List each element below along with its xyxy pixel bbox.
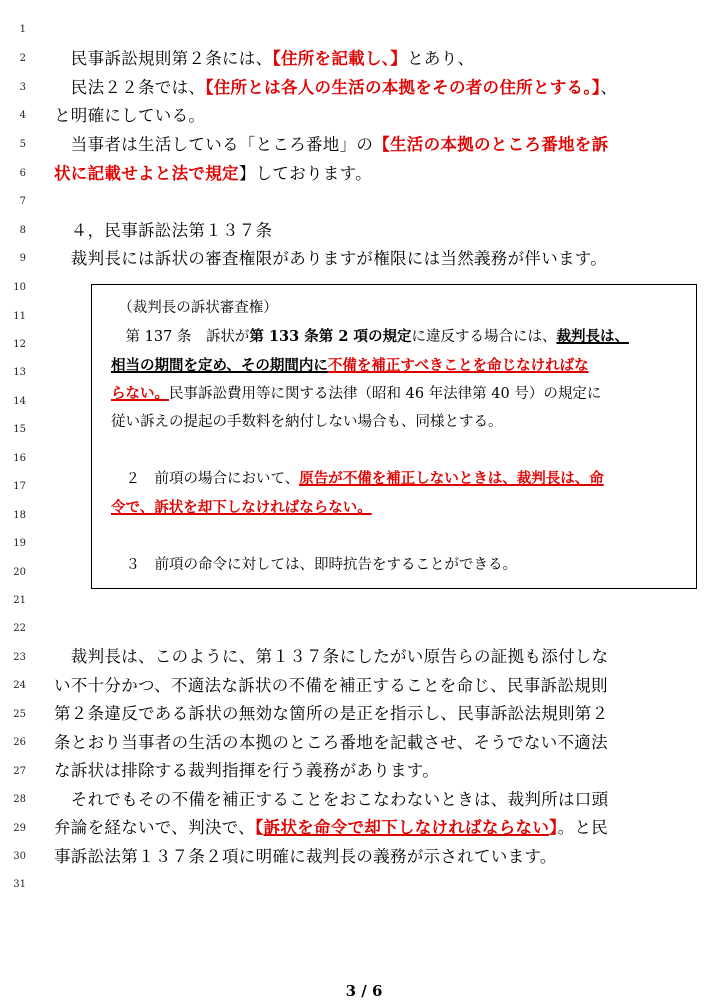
para2-line29	[54, 814, 608, 838]
statute-line18	[111, 496, 372, 517]
page-number: 3 / 6	[345, 982, 383, 1000]
line-number: 22	[13, 623, 26, 634]
line-number: 28	[13, 794, 26, 805]
line-number: 10	[13, 282, 26, 293]
line-number: 27	[13, 766, 26, 777]
text: とあり、	[407, 49, 475, 68]
para2-line27: な訴状は排除する裁判指揮を行う義務があります。	[54, 761, 440, 780]
para2-line30: 事訴訟法第１３７条２項に明確に裁判長の義務が示されています。	[54, 847, 557, 866]
para1-line5	[54, 131, 608, 155]
line-number: 17	[13, 481, 26, 492]
line-number: 5	[19, 139, 26, 150]
line-number: 25	[13, 709, 26, 720]
statute-line12	[111, 325, 629, 346]
text: 当事者は生活している「ところ番地」の	[54, 135, 374, 154]
text: 第 137 条 訴状が	[111, 329, 250, 345]
line-number: 18	[13, 510, 26, 521]
highlight-text: らない。	[111, 385, 169, 402]
para2-line25: 第２条違反である訴状の無効な箇所の是正を指示し、民事訴訟法規則第２	[54, 704, 609, 723]
line-number: 19	[13, 538, 26, 549]
line-number: 4	[19, 110, 26, 121]
statute-line13	[111, 354, 589, 375]
statute-line15: 従い訴えの提起の手数料を納付しない場合も、同様とする。	[111, 414, 503, 430]
text: に違反する場合には、	[411, 329, 557, 345]
text: と明確にしている。	[54, 106, 206, 125]
text: 。と民	[557, 818, 609, 837]
line-number: 23	[13, 652, 26, 663]
text: ２ 前項の場合において、	[111, 471, 300, 487]
line-number: 30	[13, 851, 26, 862]
highlight-text: 】	[549, 818, 558, 837]
line-number: 20	[13, 567, 26, 578]
line-number: 13	[13, 367, 26, 378]
para1-line3	[54, 74, 617, 98]
line-number: 2	[19, 53, 26, 64]
highlight-text: 【住所とは各人の生活の本拠をその者の住所とする。】	[205, 78, 601, 97]
statute-title: （裁判長の訴状審査権）	[111, 300, 278, 316]
underlined-text: 裁判長は、	[556, 328, 629, 345]
line-number: 31	[13, 879, 26, 890]
section-heading: ４，民事訴訟法第１３７条	[54, 221, 273, 240]
para2-line26: 条とおり当事者の生活の本拠のところ番地を記載させ、そうでない不適法	[54, 733, 608, 752]
statute-line17	[111, 467, 604, 488]
line-number: 9	[19, 253, 26, 264]
line-number: 15	[13, 424, 26, 435]
line-number: 29	[13, 823, 26, 834]
line-number: 14	[13, 396, 26, 407]
para1-line6	[54, 160, 372, 184]
highlight-text: 原告が不備を補正しないときは、裁判長は、命	[299, 470, 604, 487]
line-number: 1	[19, 24, 26, 35]
highlight-text: 令で、訴状を却下しなければならない。	[111, 499, 372, 516]
para2-line28: それでもその不備を補正することをおこなわないときは、裁判所は口頭	[54, 790, 609, 809]
para1-line2	[54, 45, 474, 69]
highlight-text: 不備を補正すべきことを命じなければな	[327, 357, 589, 374]
para2-line23: 裁判長は、このように、第１３７条にしたがい原告らの証拠も添付しな	[54, 647, 609, 666]
text: 民法２２条では、	[54, 78, 206, 97]
para2-line24: い不十分かつ、不適法な訴状の不備を補正することを命じ、民事訴訟規則	[54, 676, 608, 695]
para1-line4	[54, 102, 205, 126]
highlight-text: 状に記載せよと法で規定	[54, 164, 239, 183]
text: 民事訴訟費用等に関する法律（昭和 46 年法律第 40 号）の規定に	[169, 386, 602, 402]
text: 、	[600, 78, 618, 97]
line-number: 26	[13, 737, 26, 748]
bold-text: 第 133 条第 2 項の規定	[249, 328, 412, 345]
highlight-text: 訴状を命令で却下しなければならない	[263, 818, 550, 837]
line-number: 21	[13, 595, 26, 606]
line-number: 24	[13, 680, 26, 691]
text: 弁論を経ないで、判決で、	[54, 818, 255, 837]
line-number: 7	[19, 196, 26, 207]
statute-line14	[111, 382, 601, 403]
line-number: 11	[13, 311, 26, 322]
line-number: 6	[19, 168, 26, 179]
text: 民事訴訟規則第２条には、	[54, 49, 273, 68]
text: 】しております。	[238, 164, 372, 183]
line-number: 8	[19, 225, 26, 236]
statute-line20: ３ 前項の命令に対しては、即時抗告をすることができる。	[111, 557, 517, 573]
line-number: 3	[19, 82, 26, 93]
line-number: 12	[13, 339, 26, 350]
highlight-text: 【住所を記載し、】	[272, 49, 408, 68]
highlight-text: 【	[254, 818, 264, 837]
line-number: 16	[13, 453, 26, 464]
highlight-text: 【生活の本拠のところ番地を訴	[373, 135, 609, 154]
underlined-text: 相当の期間を定め、その期間内に	[111, 357, 328, 374]
section-line9: 裁判長には訴状の審査権限がありますが権限には当然義務が伴います。	[54, 249, 608, 268]
